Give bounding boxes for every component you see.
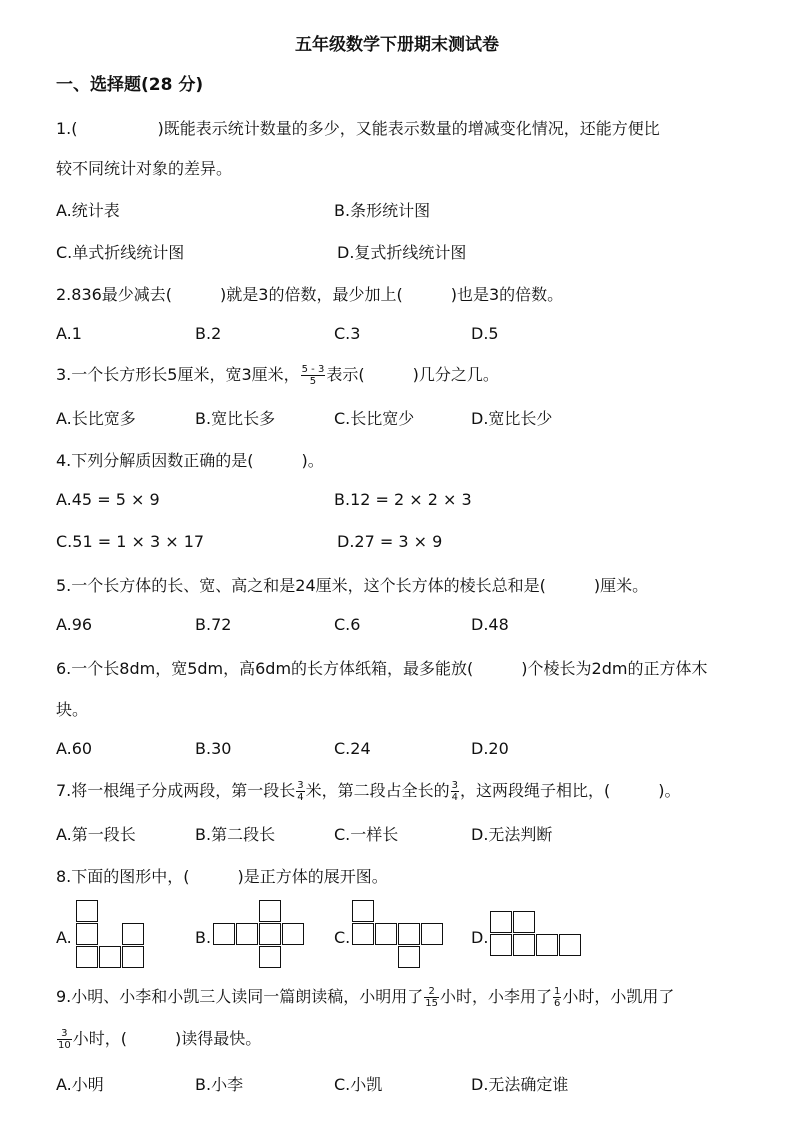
q2-option-d[interactable]: D.5 — [471, 324, 499, 343]
net-square — [513, 934, 535, 956]
q1-option-b[interactable]: B.条形统计图 — [334, 201, 431, 220]
q1-option-d[interactable]: D.复式折线统计图 — [337, 243, 467, 262]
q7-option-b[interactable]: B.第二段长 — [195, 825, 276, 844]
net-square — [76, 900, 98, 922]
q9-text-part2: 小时，小李用了 — [440, 987, 553, 1006]
net-square — [259, 923, 281, 945]
net-square — [259, 900, 281, 922]
q9-text-line2 — [56, 1026, 261, 1051]
q9-text-line1 — [56, 984, 674, 1009]
q3-text-suffix: 表示( )几分之几。 — [326, 365, 499, 384]
q8-net-c — [352, 900, 445, 970]
q1-option-a[interactable]: A.统计表 — [56, 201, 120, 220]
q8-option-d[interactable]: D. — [471, 928, 489, 947]
net-square — [213, 923, 235, 945]
q9-fraction-2 — [553, 986, 561, 1009]
net-square — [559, 934, 581, 956]
q6-option-c[interactable]: C.24 — [334, 739, 371, 758]
q9-fraction-1-denominator: 15 — [425, 998, 439, 1009]
q3-fraction-denominator: 5 — [309, 376, 317, 387]
q7-fraction-1-denominator: 4 — [297, 792, 304, 803]
q9-fraction-3-denominator: 10 — [58, 1040, 71, 1051]
q3-text-prefix: 3.一个长方形长5厘米，宽3厘米， — [56, 365, 300, 384]
net-square — [99, 946, 121, 968]
q4-option-c[interactable]: C.51 = 1 × 3 × 17 — [56, 532, 205, 551]
q2-option-b[interactable]: B.2 — [195, 324, 222, 343]
q6-option-a[interactable]: A.60 — [56, 739, 93, 758]
q7-fraction-2-numerator: 3 — [451, 780, 459, 791]
q1-option-c[interactable]: C.单式折线统计图 — [56, 243, 185, 262]
q9-fraction-1 — [424, 986, 439, 1009]
q9-text-line2-rest: 小时，( )读得最快。 — [72, 1029, 262, 1048]
q1-text-line2: 较不同统计对象的差异。 — [56, 159, 233, 178]
q9-option-c[interactable]: C.小凯 — [334, 1075, 383, 1094]
q7-option-a[interactable]: A.第一段长 — [56, 825, 136, 844]
q5-option-a[interactable]: A.96 — [56, 615, 93, 634]
q6-option-d[interactable]: D.20 — [471, 739, 509, 758]
net-square — [398, 923, 420, 945]
q7-fraction-1-numerator: 3 — [297, 780, 304, 791]
net-square — [352, 900, 374, 922]
net-square — [490, 911, 512, 933]
q7-fraction-1 — [296, 780, 304, 803]
q9-text-part1: 9.小明、小李和小凯三人读同一篇朗读稿，小明用了 — [56, 987, 424, 1006]
q9-fraction-3-numerator: 3 — [57, 1028, 72, 1040]
q4-option-b[interactable]: B.12 = 2 × 2 × 3 — [334, 490, 472, 509]
q4-option-d[interactable]: D.27 = 3 × 9 — [337, 532, 443, 551]
page-title: 五年级数学下册期末测试卷 — [295, 35, 499, 55]
net-square — [536, 934, 558, 956]
q3-text — [56, 362, 499, 387]
net-square — [490, 934, 512, 956]
q9-option-d[interactable]: D.无法确定谁 — [471, 1075, 569, 1094]
q3-option-c[interactable]: C.长比宽少 — [334, 409, 415, 428]
net-square — [513, 911, 535, 933]
q3-option-a[interactable]: A.长比宽多 — [56, 409, 136, 428]
net-square — [375, 923, 397, 945]
q7-option-d[interactable]: D.无法判断 — [471, 825, 553, 844]
q7-fraction-2 — [451, 780, 459, 803]
q8-option-a[interactable]: A. — [56, 928, 72, 947]
q9-fraction-2-numerator: 1 — [554, 986, 561, 997]
net-square — [122, 946, 144, 968]
q8-net-a — [76, 900, 146, 970]
q9-fraction-1-numerator: 2 — [424, 986, 439, 998]
q6-option-b[interactable]: B.30 — [195, 739, 232, 758]
q6-text-line2: 块。 — [56, 700, 89, 719]
q5-option-d[interactable]: D.48 — [471, 615, 509, 634]
net-square — [398, 946, 420, 968]
q7-fraction-2-denominator: 4 — [451, 792, 459, 803]
q9-fraction-2-denominator: 6 — [554, 998, 561, 1009]
q7-text-part1: 7.将一根绳子分成两段，第一段长 — [56, 781, 296, 800]
q9-text-part3: 小时，小凯用了 — [562, 987, 675, 1006]
q2-option-c[interactable]: C.3 — [334, 324, 361, 343]
q5-option-c[interactable]: C.6 — [334, 615, 361, 634]
q8-text: 8.下面的图形中，( )是正方体的展开图。 — [56, 867, 388, 886]
q9-option-b[interactable]: B.小李 — [195, 1075, 244, 1094]
q8-option-c[interactable]: C. — [334, 928, 351, 947]
q2-option-a[interactable]: A.1 — [56, 324, 82, 343]
q7-option-c[interactable]: C.一样长 — [334, 825, 399, 844]
q3-option-d[interactable]: D.宽比长少 — [471, 409, 553, 428]
q5-text: 5.一个长方体的长、宽、高之和是24厘米，这个长方体的棱长总和是( )厘米。 — [56, 576, 649, 595]
q7-text-part3: ，这两段绳子相比，( )。 — [460, 781, 681, 800]
net-square — [259, 946, 281, 968]
net-square — [352, 923, 374, 945]
q3-fraction — [301, 364, 326, 387]
q4-option-a[interactable]: A.45 = 5 × 9 — [56, 490, 160, 509]
net-square — [122, 923, 144, 945]
net-square — [282, 923, 304, 945]
q2-text: 2.836最少减去( )就是3的倍数，最少加上( )也是3的倍数。 — [56, 285, 564, 304]
q3-fraction-numerator: 5 - 3 — [301, 364, 325, 375]
section-heading: 一、选择题(28 分) — [56, 75, 204, 95]
q8-net-b — [213, 900, 306, 970]
q9-option-a[interactable]: A.小明 — [56, 1075, 104, 1094]
net-square — [236, 923, 258, 945]
net-square — [76, 923, 98, 945]
q7-text — [56, 778, 681, 803]
q9-fraction-3 — [57, 1028, 72, 1051]
q4-text: 4.下列分解质因数正确的是( )。 — [56, 451, 324, 470]
q8-net-d — [490, 911, 583, 957]
q3-option-b[interactable]: B.宽比长多 — [195, 409, 276, 428]
q7-text-part2: 米，第二段占全长的 — [305, 781, 450, 800]
q6-text-line1: 6.一个长8dm，宽5dm，高6dm的长方体纸箱，最多能放( )个棱长为2dm的正方体木 — [56, 659, 708, 678]
q8-option-b[interactable]: B. — [195, 928, 212, 947]
q1-text-line1: 1.( )既能表示统计数量的多少，又能表示数量的增减变化情况，还能方便比 — [56, 119, 660, 138]
q5-option-b[interactable]: B.72 — [195, 615, 232, 634]
net-square — [421, 923, 443, 945]
net-square — [76, 946, 98, 968]
